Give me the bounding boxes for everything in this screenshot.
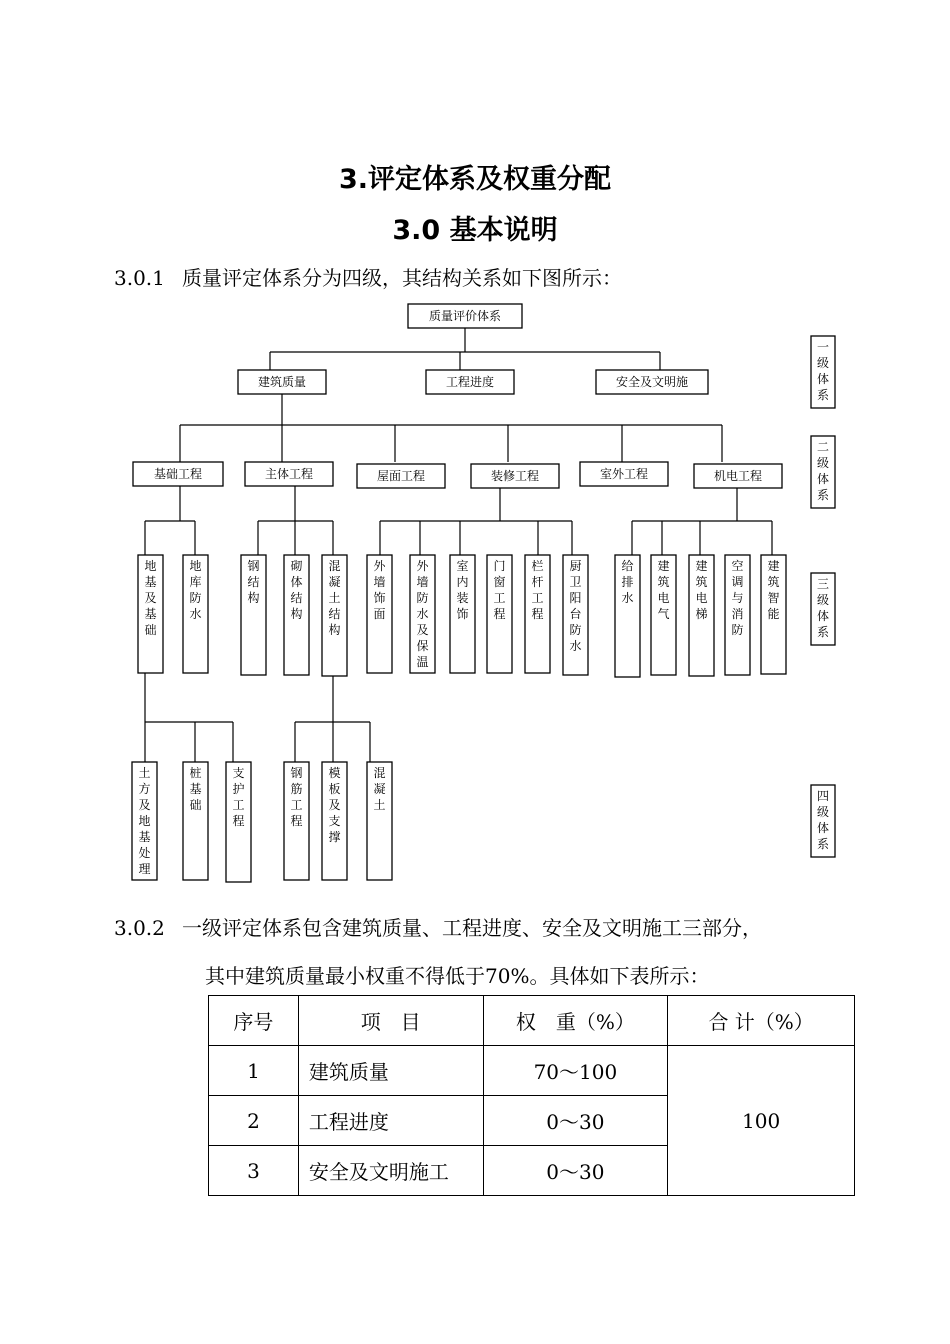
clause-text: 质量评定体系分为四级，其结构关系如下图所示： xyxy=(182,266,622,290)
table-row xyxy=(209,1046,855,1096)
node-label: 混凝土 xyxy=(373,766,386,812)
node-label: 外墙饰面 xyxy=(373,559,386,621)
level-label: 二级体系 xyxy=(816,440,830,502)
node-label: 土方及地基处理 xyxy=(138,766,151,876)
row-item: 安全及文明施工 xyxy=(298,1146,483,1196)
row-item: 工程进度 xyxy=(298,1096,483,1146)
node-label: 地库防水 xyxy=(189,559,202,621)
level3-nodes xyxy=(138,555,786,677)
node-label: 装修工程 xyxy=(490,469,540,483)
table-header-row xyxy=(209,996,855,1046)
header-cell: 序号 xyxy=(209,996,299,1046)
node-label: 建筑电梯 xyxy=(695,559,708,621)
clause-number: 3.0.2 xyxy=(114,916,165,940)
node-label: 门窗工程 xyxy=(493,559,506,621)
header-cell: 合 计（%） xyxy=(668,996,855,1046)
node-label: 空调与消防 xyxy=(731,559,744,637)
node-label: 工程进度 xyxy=(445,375,495,389)
header-cell: 权 重（%） xyxy=(483,996,668,1046)
node-label: 厨卫阳台防水 xyxy=(569,559,582,653)
node-label: 建筑电气 xyxy=(657,559,670,621)
section-heading: 3.0 基本说明 xyxy=(392,215,558,246)
node-label: 钢结构 xyxy=(247,559,260,605)
level-label: 一级体系 xyxy=(816,340,830,402)
row-number: 1 xyxy=(209,1046,299,1096)
node-label: 支护工程 xyxy=(232,766,245,828)
level1-nodes xyxy=(238,370,708,394)
node-label: 给排水 xyxy=(621,559,634,605)
row-weight: 0～30 xyxy=(483,1096,668,1146)
node-label: 主体工程 xyxy=(264,467,314,481)
paragraph-3-0-2 xyxy=(114,912,762,941)
node-label: 钢筋工程 xyxy=(290,766,303,828)
chapter-heading: 3.评定体系及权重分配 xyxy=(338,164,612,195)
node-label: 基础工程 xyxy=(153,467,203,481)
header-cell: 项 目 xyxy=(298,996,483,1046)
total-cell: 100 xyxy=(668,1046,855,1196)
row-weight: 0～30 xyxy=(483,1146,668,1196)
node-label: 桩基础 xyxy=(189,766,202,812)
node-label: 模板及支撑 xyxy=(328,766,341,844)
clause-text-line2: 其中建筑质量最小权重不得低于70%。具体如下表所示： xyxy=(205,964,710,988)
node-root xyxy=(408,304,522,328)
clause-text-line1: 一级评定体系包含建筑质量、工程进度、安全及文明施工三部分， xyxy=(182,916,762,940)
level2-nodes xyxy=(133,462,782,488)
node-label: 地基及基础 xyxy=(144,559,157,637)
level-label: 三级体系 xyxy=(816,577,830,639)
node-label: 栏杆工程 xyxy=(531,559,544,621)
row-weight: 70～100 xyxy=(483,1046,668,1096)
node-label: 砌体结构 xyxy=(290,559,303,621)
weight-table xyxy=(208,995,855,1196)
node-label: 室内装饰 xyxy=(456,559,469,621)
node-label: 室外工程 xyxy=(599,467,649,481)
node-label: 安全及文明施 xyxy=(615,375,689,389)
row-number: 2 xyxy=(209,1096,299,1146)
node-label: 机电工程 xyxy=(713,469,763,483)
node-label: 建筑智能 xyxy=(767,559,780,621)
node-label: 质量评价体系 xyxy=(428,309,502,323)
level-labels xyxy=(811,336,835,857)
row-number: 3 xyxy=(209,1146,299,1196)
node-label: 混凝土结构 xyxy=(328,559,341,637)
node-label: 屋面工程 xyxy=(376,469,426,483)
row-item: 建筑质量 xyxy=(298,1046,483,1096)
clause-number: 3.0.1 xyxy=(114,266,165,290)
node-label: 建筑质量 xyxy=(257,375,307,389)
node-label: 外墙防水及保温 xyxy=(416,559,429,669)
level4-nodes xyxy=(132,762,392,882)
level-label: 四级体系 xyxy=(816,789,830,851)
